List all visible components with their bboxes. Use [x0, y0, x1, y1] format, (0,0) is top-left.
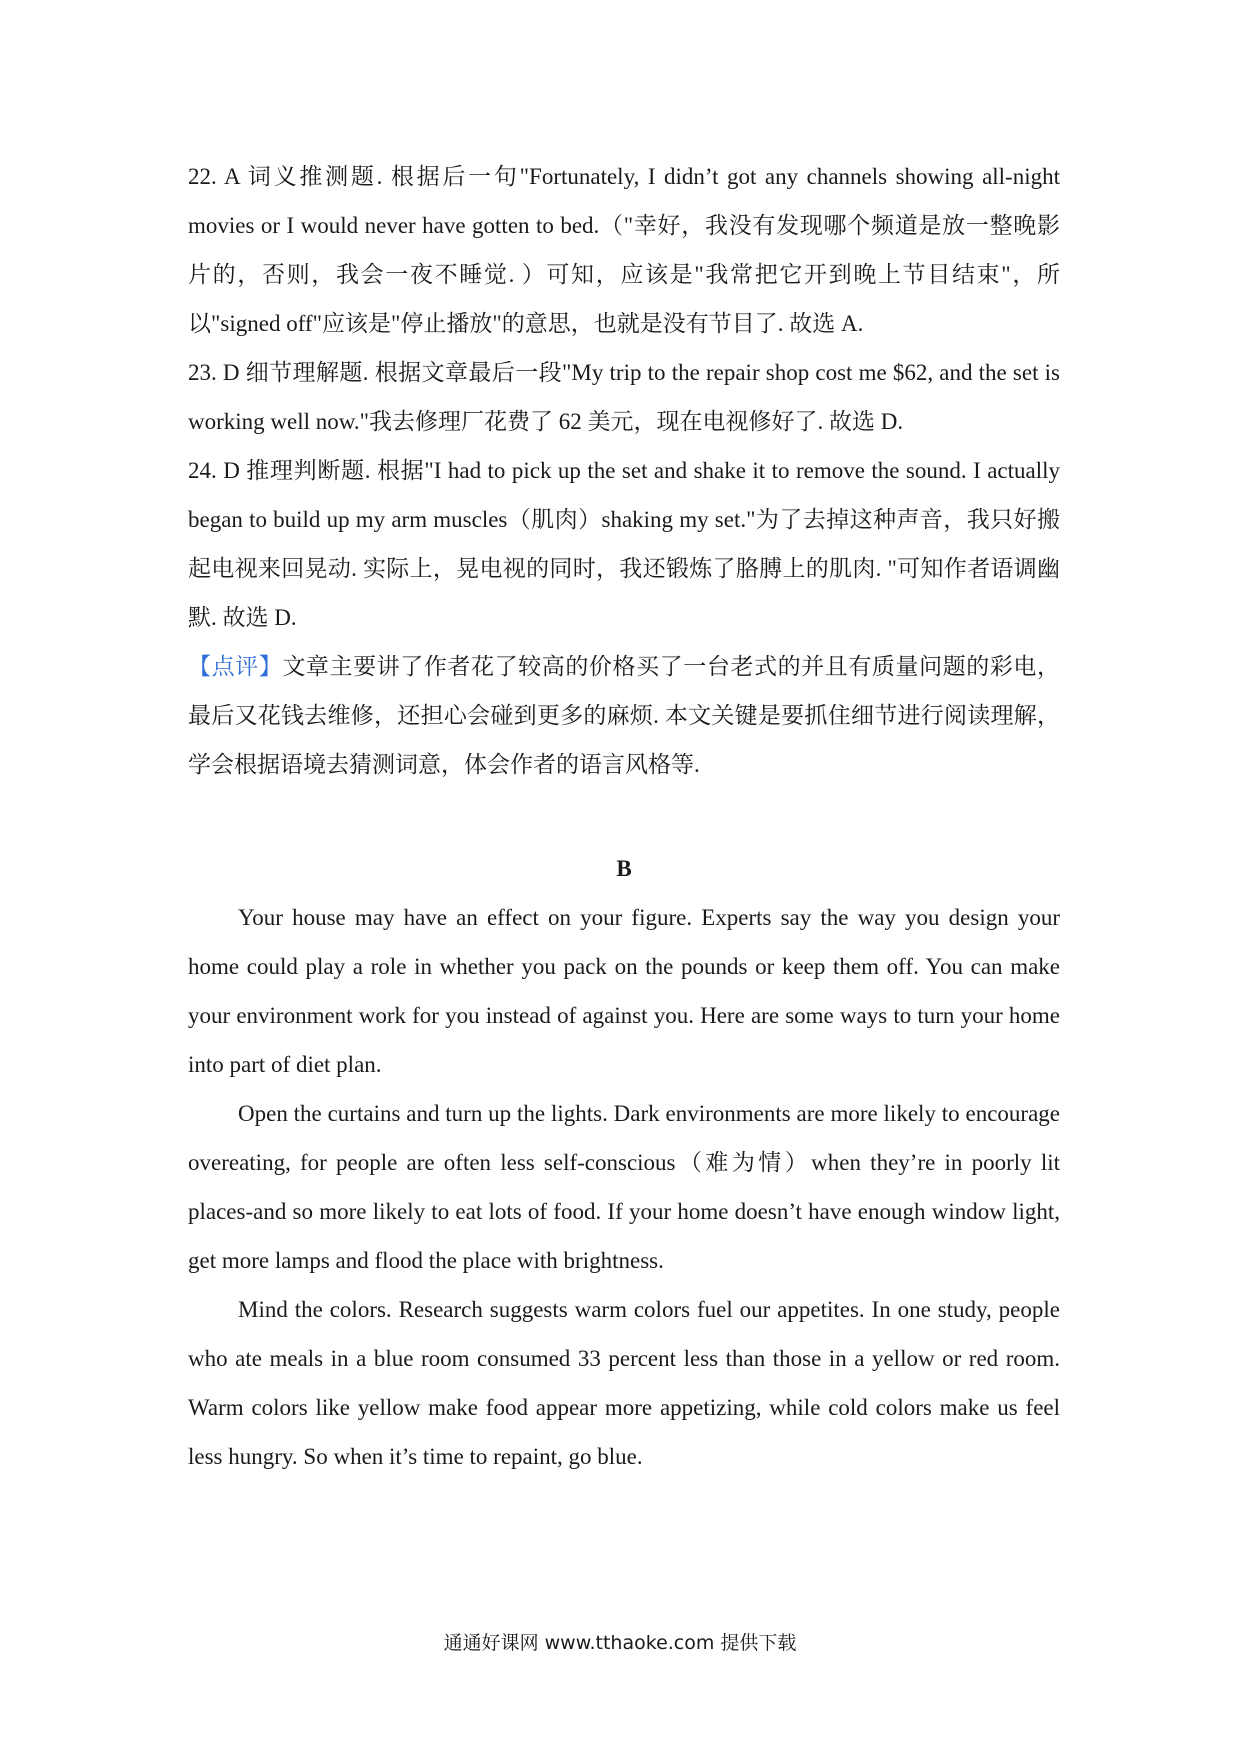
answer-24: 24. D 推理判断题. 根据"I had to pick up the set and shake it to remove the sound. I actually began to build up my arm muscles（肌肉）shaking my set."为了去掉这种声音，我只好搬起电视来回晃动. 实际上，晃电视的同时，我还锻炼了胳膊上的肌肉. "可知作者语调幽默. 故选 D. — [188, 458, 1060, 630]
answer-22: 22. A 词义推测题. 根据后一句"Fortunately, I didn’t got any channels showing all-night movies or I would never have gotten to bed.（"幸好，我没有发现哪个频道是放一整晚影片的，否则，我会一夜不睡觉. ）可知，应该是"我常把它开到晚上节目结束"，所以"signed off"应该是"停止播放"的意思，也就是没有节目了. 故选 A. — [188, 164, 1060, 336]
passage-paragraph-3: Mind the colors. Research suggests warm colors fuel our appetites. In one study, people who ate meals in a blue room consumed 33 percent less than those in a yellow or red room. Warm colors like yellow make food appear more appetizing, while cold colors make us feel less hungry. So when it’s time to repaint, go blue. — [188, 1297, 1060, 1469]
comment-paragraph — [188, 642, 1060, 789]
passage-paragraph-1: Your house may have an effect on your figure. Experts say the way you design your home could play a role in whether you pack on the pounds or keep them off. You can make your environment work for you instead of against you. Here are some ways to turn your home into part of diet plan. — [188, 905, 1060, 1077]
answer-23: 23. D 细节理解题. 根据文章最后一段"My trip to the repair shop cost me $62, and the set is working well now."我去修理厂花费了 62 美元，现在电视修好了. 故选 D. — [188, 360, 1060, 434]
comment-text: 文章主要讲了作者花了较高的价格买了一台老式的并且有质量问题的彩电，最后又花钱去维修，还担心会碰到更多的麻烦. 本文关键是要抓住细节进行阅读理解，学会根据语境去猜测词意，体会作者的语言风格等. — [188, 654, 1061, 777]
passage-paragraph-2: Open the curtains and turn up the lights. Dark environments are more likely to encourage overeating, for people are often less self-conscious（难为情）when they’re in poorly lit places-and so more likely to eat lots of food. If your home doesn’t have enough window light, get more lamps and flood the place with brightness. — [188, 1101, 1060, 1273]
page-footer: 通通好课网 www.tthaoke.com 提供下载 — [443, 1632, 797, 1654]
comment-tag: 【点评】 — [188, 654, 283, 679]
section-title: B — [616, 856, 632, 881]
document-body — [188, 152, 1060, 1481]
